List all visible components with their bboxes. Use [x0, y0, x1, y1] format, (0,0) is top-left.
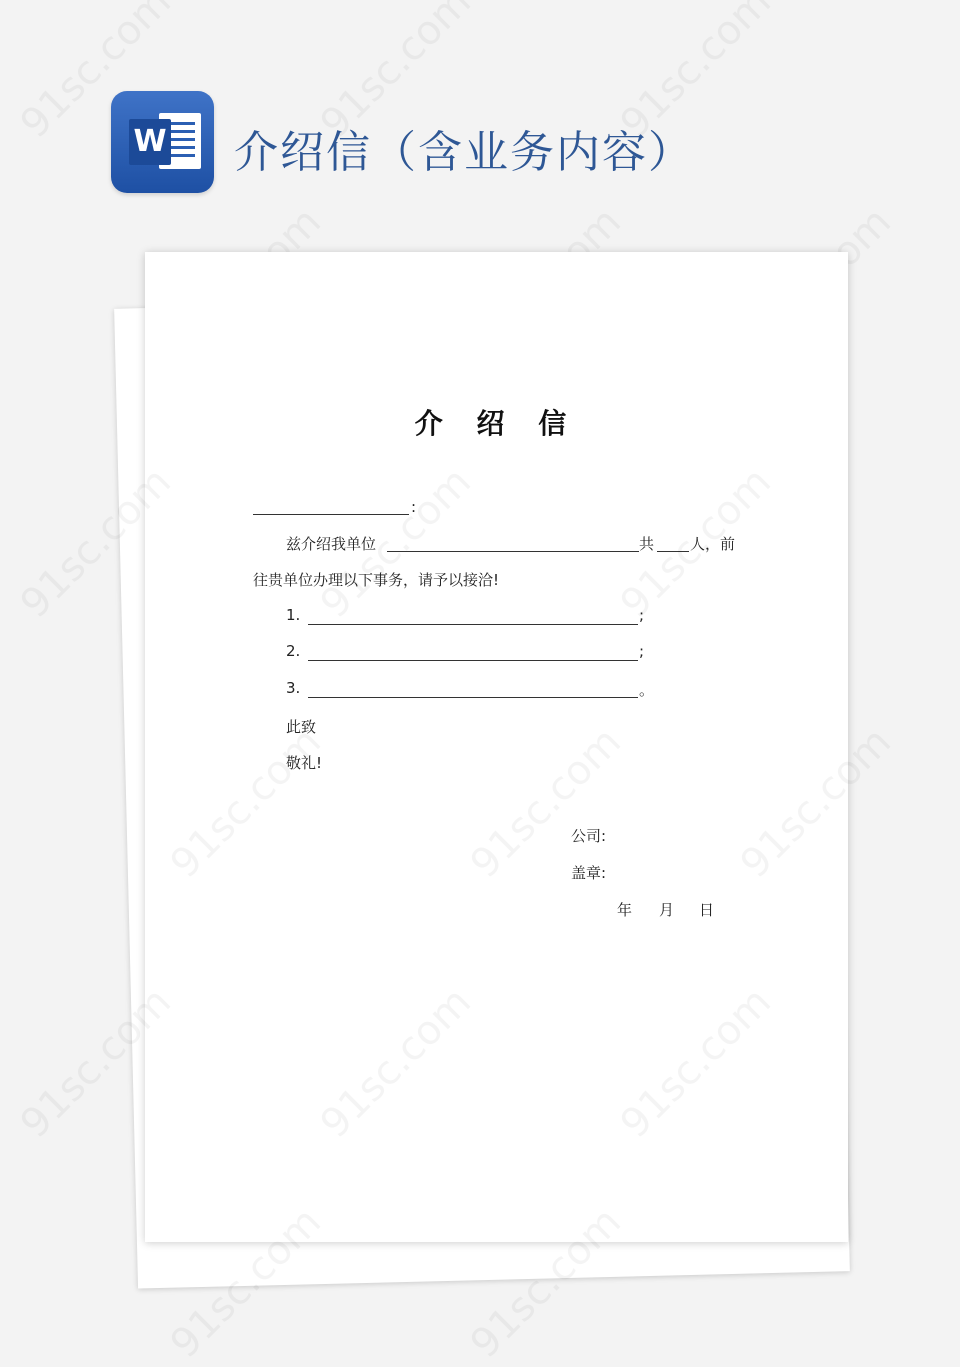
item-end-mark: ;: [639, 606, 645, 624]
seal-label: 盖章:: [571, 864, 607, 882]
date-year: 年: [617, 901, 633, 919]
item-blank: [308, 660, 638, 661]
closing-line1: 此致: [286, 718, 317, 736]
word-letter-icon: W: [129, 119, 171, 165]
page-title: 介绍信（含业务内容）: [234, 127, 694, 178]
item-number: 2.: [286, 642, 301, 660]
person-count-blank: [657, 551, 689, 552]
person-name-blank: [387, 551, 639, 552]
company-label: 公司:: [571, 827, 607, 845]
item-end-mark: 。: [639, 681, 655, 699]
intro-text-end: 人，前: [690, 535, 736, 553]
salutation-colon: :: [411, 498, 417, 516]
intro-text-start: 兹介绍我单位: [286, 535, 377, 553]
letter-title: 介 绍 信: [414, 407, 579, 440]
intro-text-line2: 往贵单位办理以下事务，请予以接洽!: [253, 571, 500, 589]
item-end-mark: ;: [639, 642, 645, 660]
date-day: 日: [699, 901, 715, 919]
closing-line2: 敬礼!: [286, 754, 323, 772]
intro-text-mid: 共: [639, 535, 655, 553]
item-number: 1.: [286, 606, 301, 624]
word-app-icon: [111, 91, 214, 193]
document-page: [145, 252, 848, 1242]
date-month: 月: [659, 901, 675, 919]
item-blank: [308, 697, 638, 698]
item-number: 3.: [286, 679, 301, 697]
recipient-blank: [253, 514, 409, 515]
item-blank: [308, 624, 638, 625]
